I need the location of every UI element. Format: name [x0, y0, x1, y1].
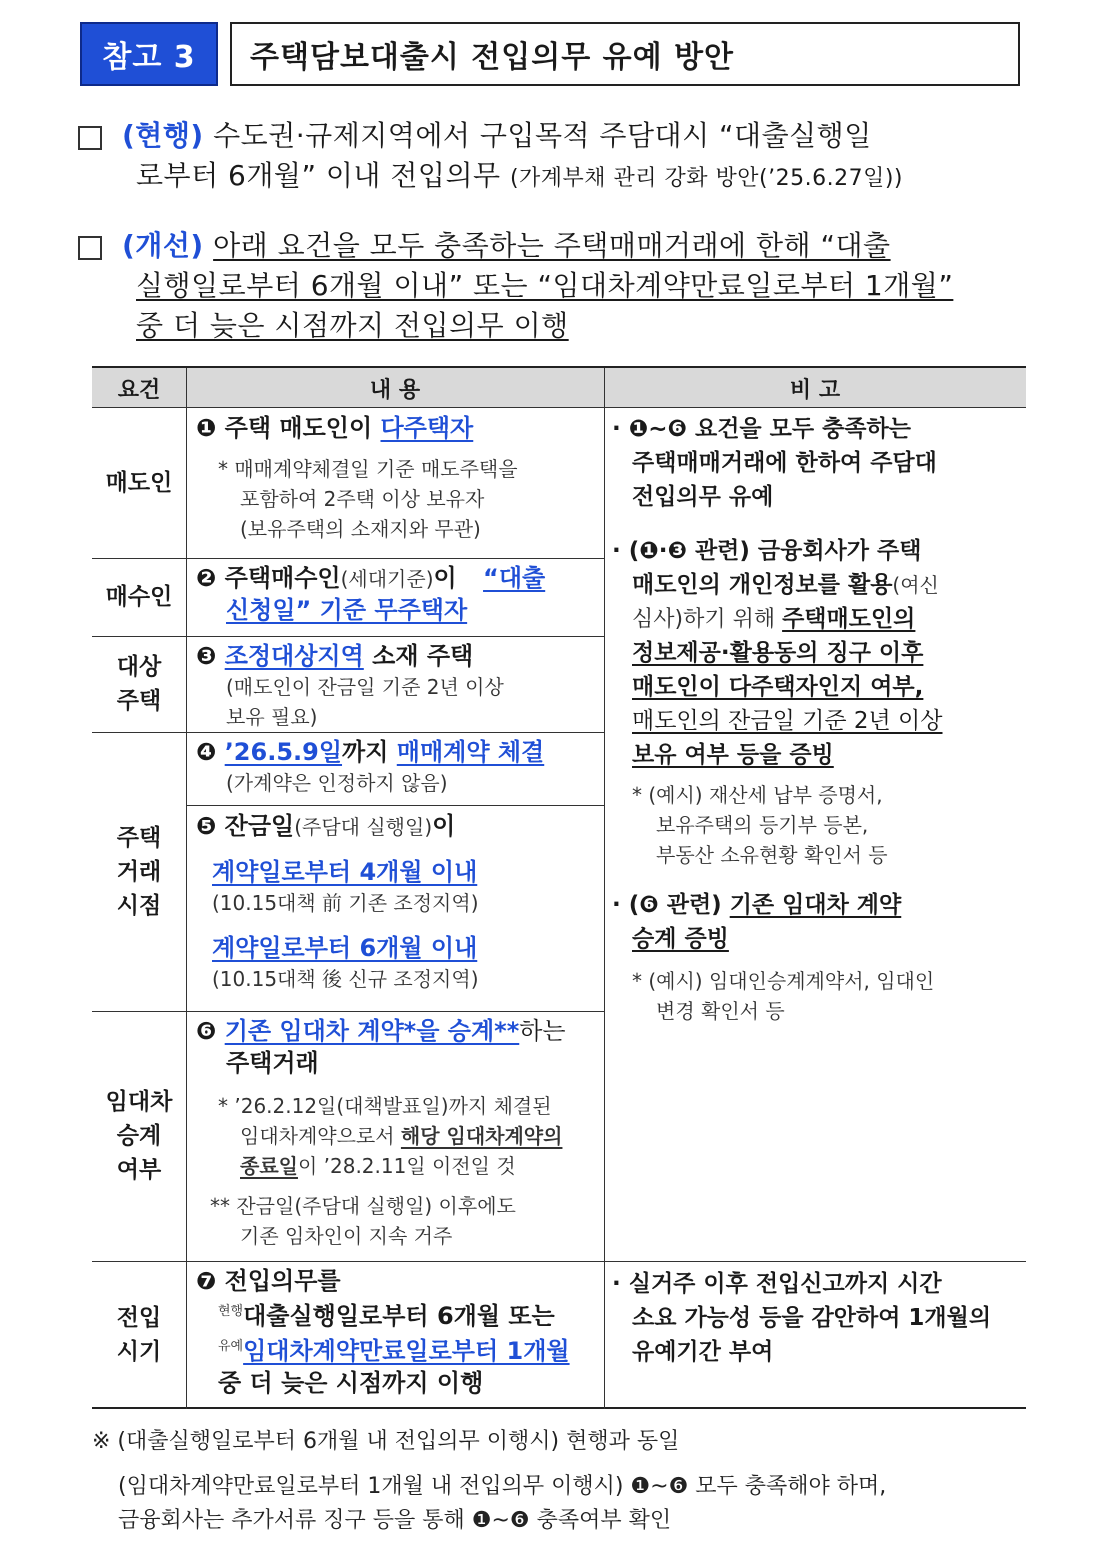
movein-content [196, 1265, 600, 1399]
lease-prefix: ❻ [196, 1017, 225, 1045]
remark-note-2a: * (예시) 임대인승계계약서, 임대인 [632, 969, 935, 993]
label-timing-3: 시점 [116, 892, 162, 919]
footer-note-1: ※ (대출실행일로부터 6개월 내 전입의무 이행시) 현행과 동일 [92, 1429, 680, 1454]
lease-note-1b-u: 해당 임대차계약의 [400, 1124, 563, 1148]
column-divider [186, 368, 187, 1409]
timing-5-prefix: ❺ 잔금일 [196, 812, 295, 840]
movein-line-4: 중 더 늦은 시점까지 이행 [218, 1369, 484, 1397]
lease-content [196, 1015, 600, 1251]
buyer-link-1: “대출 [483, 564, 546, 592]
header-content: 내 용 [369, 377, 421, 403]
timing-4-note: (가계약은 인정하지 않음) [226, 771, 448, 795]
remark-note-2b: 변경 확인서 등 [656, 999, 785, 1023]
lease-suffix: 하는 [519, 1017, 566, 1045]
table-header [92, 368, 1026, 408]
lease-note-1c-u: 종료일 [240, 1154, 298, 1178]
timing-4-link-1: ’26.5.9일 [224, 738, 343, 766]
remark-1c: 전입의무 유예 [632, 484, 774, 510]
lease-note-1a: * ’26.2.12일(대책발표일)까지 체결된 [218, 1094, 552, 1118]
remark-2b-small: (여신 [892, 573, 939, 597]
current-note: (가계부채 관리 강화 방안(’25.6.27일)) [509, 166, 904, 191]
remark-3a: · (❻ 관련) [612, 892, 730, 918]
lease-note-2b: 기존 임차인이 지속 거주 [240, 1224, 453, 1248]
movein-sup-2: 유예 [218, 1339, 244, 1354]
target-note-1: (매도인이 잔금일 기준 2년 이상 [226, 675, 504, 699]
remark-2a: · (❶·❸ 관련) 금융회사가 주택 [612, 538, 922, 564]
remark-2d: 정보제공·활용동의 징구 이후 [632, 640, 924, 666]
header-remarks: 비 고 [789, 377, 841, 403]
remarks-upper [612, 412, 1016, 1026]
buyer-small: (세대기준) [340, 567, 434, 591]
remark-2f: 매도인의 잔금일 기준 2년 이상 [632, 708, 943, 734]
movein-sup-1: 현행 [218, 1304, 244, 1319]
timing-5-suffix: 이 [432, 812, 456, 840]
label-lease-2: 승계 [116, 1123, 162, 1149]
label-target-2: 주택 [116, 688, 162, 714]
remark-note-1b: 보유주택의 등기부 등본, [656, 813, 869, 837]
current-text-2: 로부터 6개월” 이내 전입의무 [136, 159, 501, 192]
label-timing-2: 거래 [116, 858, 162, 885]
label-lease-1: 임대차 [105, 1089, 173, 1115]
timing-5-link-2: 계약일로부터 6개월 이내 [212, 934, 478, 962]
label-lease [92, 1011, 186, 1261]
timing-5-link-1: 계약일로부터 4개월 이내 [212, 858, 478, 886]
movein-line-1: ❼ 전입의무를 [196, 1267, 341, 1295]
timing-4-prefix: ❹ [196, 738, 225, 766]
buyer-text: ❷ 주택매수인 [196, 564, 341, 592]
remark-note-1c: 부동산 소유현황 확인서 등 [656, 843, 888, 867]
label-movein-1: 전입 [116, 1305, 162, 1331]
label-movein-2: 시기 [116, 1339, 162, 1365]
remark-2e: 매도인이 다주택자인지 여부, [632, 674, 924, 700]
buyer-mid: 이 [433, 564, 466, 592]
seller-note-1: * 매매계약체결일 기준 매도주택을 [218, 457, 518, 481]
buyer-link-2: 신청일” 기준 무주택자 [226, 596, 468, 624]
label-buyer: 매수인 [105, 584, 173, 610]
checkbox-icon [78, 236, 102, 260]
timing-content-4 [196, 736, 600, 798]
lease-link: 기존 임대차 계약*을 승계** [224, 1017, 520, 1045]
remark-3a-u: 기존 임대차 계약 [729, 892, 902, 918]
improved-line-2: 실행일로부터 6개월 이내” 또는 “임대차계약만료일로부터 1개월” [136, 269, 954, 302]
remark-1a: · ❶~❻ 요건을 모두 충족하는 [612, 416, 911, 442]
header-requirement: 요건 [117, 377, 161, 403]
target-suffix: 소재 주택 [363, 642, 474, 670]
label-target [92, 636, 186, 732]
remark-1b: 주택매매거래에 한하여 주담대 [632, 450, 937, 476]
label-timing [92, 732, 186, 1011]
label-seller: 매도인 [105, 470, 173, 496]
footer-note-2: (임대차계약만료일로부터 1개월 내 전입의무 이행시) ❶~❻ 모두 충족해야 하며, [118, 1474, 887, 1499]
timing-5-note-1: (10.15대책 前 기존 조정지역) [212, 891, 479, 915]
label-lease-3: 여부 [116, 1157, 162, 1183]
improved-line-3: 중 더 늦은 시점까지 전입의무 이행 [136, 309, 569, 342]
remark-4a: · 실거주 이후 전입신고까지 시간 [612, 1271, 942, 1297]
seller-main-link: 다주택자 [380, 414, 474, 442]
row-divider [186, 805, 604, 806]
remark-4b: 소요 가능성 등을 감안하여 1개월의 [632, 1305, 992, 1331]
movein-line-3: 임대차계약만료일로부터 1개월 [243, 1337, 570, 1365]
remarks-lower [612, 1267, 1016, 1369]
page-title: 주택담보대출시 전입의무 유예 방안 [230, 22, 1020, 86]
column-divider [604, 368, 605, 1409]
remark-2g: 보유 여부 등을 증빙 [632, 742, 834, 768]
timing-4-link-2: 매매계약 체결 [396, 738, 545, 766]
buyer-content [196, 562, 600, 626]
label-movein [92, 1261, 186, 1409]
current-policy-bullet [78, 116, 1028, 199]
remark-2c: 심사)하기 위해 [632, 607, 783, 632]
target-link: 조정대상지역 [224, 642, 364, 670]
header [80, 22, 1020, 86]
seller-content [196, 412, 600, 544]
remark-4c: 유예기간 부여 [632, 1339, 774, 1365]
lease-note-2a: ** 잔금일(주담대 실행일) 이후에도 [210, 1194, 516, 1218]
timing-content-5 [196, 810, 600, 994]
remark-3b: 승계 증빙 [632, 926, 729, 952]
timing-5-note-2: (10.15대책 後 신규 조정지역) [212, 967, 479, 991]
seller-note-3: (보유주택의 소재지와 무관) [240, 517, 481, 541]
remark-note-1a: * (예시) 재산세 납부 증명서, [632, 783, 883, 807]
label-target-1: 대상 [116, 654, 162, 680]
remark-2c-u: 주택매도인의 [782, 606, 916, 632]
timing-4-mid: 까지 [342, 738, 397, 766]
improved-line-1: 아래 요건을 모두 충족하는 주택매매거래에 한해 “대출 [213, 229, 891, 262]
target-content [196, 640, 600, 732]
seller-note-2: 포함하여 2주택 이상 보유자 [240, 487, 485, 511]
lease-note-1b: 임대차계약으로서 [240, 1124, 401, 1148]
reference-tag: 참고 3 [80, 22, 218, 86]
requirements-table [92, 366, 1026, 1409]
label-timing-1: 주택 [116, 824, 162, 851]
improved-label: (개선) [122, 229, 204, 262]
checkbox-icon [78, 126, 102, 150]
improved-policy-bullet [78, 226, 1028, 346]
current-text-1: 수도권·규제지역에서 구입목적 주담대시 “대출실행일 [213, 119, 872, 152]
footer-note-3: 금융회사는 추가서류 징구 등을 통해 ❶~❻ 충족여부 확인 [118, 1508, 672, 1533]
target-prefix: ❸ [196, 642, 225, 670]
row-divider [92, 1261, 1026, 1262]
timing-5-small: (주담대 실행일) [294, 815, 433, 839]
current-label: (현행) [122, 119, 204, 152]
seller-main-text: ❶ 주택 매도인이 [196, 414, 381, 442]
lease-line-2: 주택거래 [226, 1049, 319, 1077]
target-note-2: 보유 필요) [226, 705, 318, 729]
lease-note-1c: 이 ’28.2.11일 이전일 것 [297, 1154, 516, 1178]
remark-2b: 매도인의 개인정보를 활용 [632, 572, 893, 598]
movein-line-2: 대출실행일로부터 6개월 또는 [243, 1302, 555, 1330]
